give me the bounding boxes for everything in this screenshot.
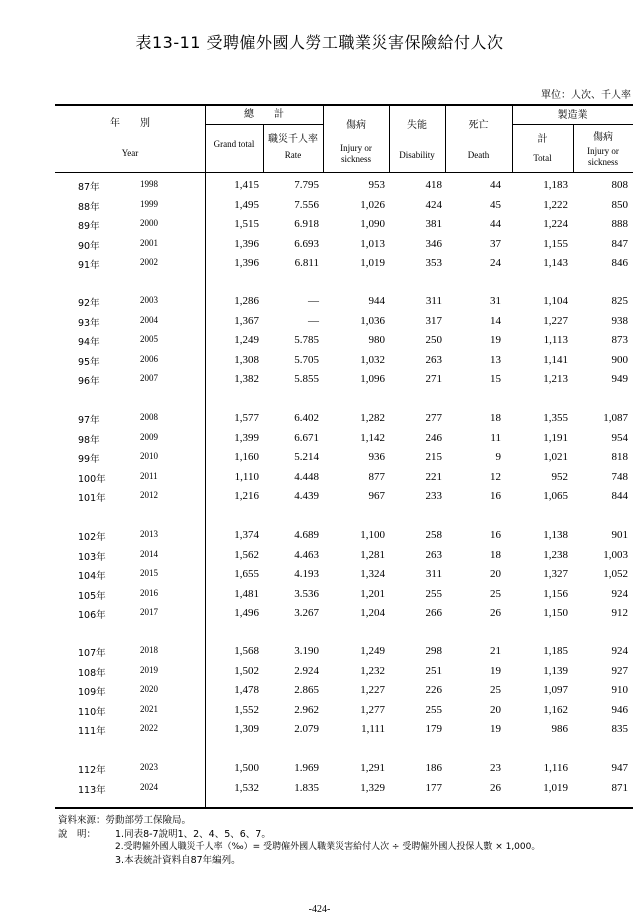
- cell-ad: 1999: [140, 198, 158, 209]
- cell-mfg-injury: 924: [611, 587, 628, 600]
- cell-ad: 2000: [140, 218, 158, 228]
- cell-disability: 266: [425, 607, 442, 619]
- cell-injury: 1,032: [360, 353, 385, 366]
- cell-roc: 98年: [78, 434, 100, 446]
- cell-disability: 179: [425, 723, 442, 735]
- cell-mfg-injury: 947: [611, 762, 628, 774]
- cell-total: 1,216: [234, 490, 259, 502]
- cell-roc: 88年: [78, 201, 100, 213]
- cell-injury: 1,232: [360, 664, 385, 677]
- header-death-zh: 死亡: [468, 120, 489, 131]
- header-mfg-injury-en: Injury or sickness: [587, 146, 619, 167]
- cell-mfg-injury: 924: [611, 645, 628, 657]
- col-divider: [323, 105, 324, 172]
- cell-rate: 6.811: [294, 257, 319, 269]
- table-bottom-rule: [55, 807, 633, 809]
- cell-mfg-total: 1,155: [543, 237, 568, 250]
- cell-rate: 5.785: [294, 334, 319, 346]
- cell-rate: —: [308, 314, 319, 327]
- cell-disability: 258: [425, 529, 442, 541]
- cell-disability: 298: [425, 645, 442, 657]
- cell-total: 1,655: [234, 568, 259, 580]
- cell-rate: 4.689: [294, 529, 319, 541]
- cell-disability: 250: [425, 334, 442, 346]
- cell-mfg-injury: 946: [611, 703, 628, 716]
- cell-mfg-injury: 846: [611, 257, 628, 269]
- cell-rate: 7.795: [294, 179, 319, 191]
- cell-roc: 94年: [78, 337, 100, 348]
- cell-mfg-injury: 818: [611, 451, 628, 463]
- cell-total: 1,478: [234, 684, 259, 696]
- cell-death: 12: [490, 470, 501, 483]
- cell-disability: 418: [425, 179, 442, 191]
- cell-mfg-injury: 900: [611, 353, 628, 366]
- cell-mfg-total: 1,065: [543, 490, 568, 502]
- cell-rate: 3.536: [294, 587, 319, 600]
- cell-mfg-total: 1,185: [543, 645, 568, 657]
- cell-injury: 1,019: [360, 257, 385, 269]
- cell-disability: 255: [425, 703, 442, 716]
- cell-death: 44: [490, 179, 501, 191]
- header-year-zh: 年 別: [110, 118, 150, 129]
- cell-rate: —: [308, 295, 319, 307]
- cell-mfg-injury: 938: [611, 314, 628, 327]
- header-injury-en: Injury or sickness: [340, 143, 372, 164]
- col-divider: [389, 105, 390, 172]
- cell-injury: 1,013: [360, 237, 385, 250]
- cell-injury: 1,111: [361, 723, 385, 735]
- cell-mfg-injury: 927: [611, 664, 628, 677]
- cell-death: 15: [490, 373, 501, 385]
- cell-mfg-injury: 1,052: [603, 568, 628, 580]
- cell-death: 37: [490, 237, 501, 250]
- cell-mfg-total: 1,139: [543, 664, 568, 677]
- header-disability-zh: 失能: [407, 120, 427, 131]
- cell-ad: 2019: [140, 664, 158, 675]
- cell-mfg-injury: 873: [611, 334, 628, 346]
- cell-mfg-injury: 949: [611, 373, 628, 385]
- cell-roc: 101年: [78, 493, 106, 504]
- cell-ad: 2010: [140, 451, 158, 461]
- cell-ad: 2016: [140, 587, 158, 598]
- cell-ad: 2023: [140, 762, 158, 772]
- cell-total: 1,309: [234, 723, 259, 735]
- cell-rate: 2.865: [294, 684, 319, 696]
- cell-death: 13: [490, 353, 501, 366]
- cell-injury: 1,291: [360, 762, 385, 774]
- cell-death: 25: [490, 684, 501, 696]
- cell-death: 18: [490, 412, 501, 424]
- header-year-en: Year: [121, 148, 139, 158]
- cell-injury: 1,227: [360, 684, 385, 696]
- cell-roc: 105年: [78, 590, 106, 602]
- cell-total: 1,249: [234, 334, 259, 346]
- note-3: 3.本表統計資料自87年編列。: [115, 855, 241, 866]
- cell-mfg-injury: 888: [611, 218, 628, 230]
- cell-rate: 5.855: [294, 373, 319, 385]
- header-grand-total-en: Grand total: [213, 139, 255, 149]
- page-number: -424-: [308, 904, 331, 915]
- cell-disability: 233: [425, 490, 442, 502]
- cell-total: 1,308: [234, 353, 259, 366]
- cell-mfg-injury: 835: [611, 723, 628, 735]
- cell-death: 11: [490, 431, 501, 444]
- cell-rate: 4.439: [294, 490, 319, 502]
- cell-mfg-total: 1,138: [543, 529, 568, 541]
- cell-death: 16: [490, 529, 501, 541]
- cell-ad: 2017: [140, 607, 158, 617]
- cell-total: 1,515: [234, 218, 259, 230]
- cell-disability: 226: [425, 684, 442, 696]
- cell-roc: 112年: [78, 765, 106, 776]
- cell-roc: 92年: [78, 298, 100, 309]
- cell-mfg-total: 1,113: [543, 334, 568, 346]
- note-1: 1.同表8-7說明1、2、4、5、6、7。: [115, 829, 271, 840]
- cell-death: 44: [490, 218, 501, 230]
- cell-total: 1,495: [234, 198, 259, 211]
- cell-roc: 99年: [78, 454, 100, 465]
- cell-mfg-injury: 808: [611, 179, 628, 191]
- cell-roc: 108年: [78, 667, 106, 679]
- cell-ad: 2006: [140, 353, 158, 364]
- cell-death: 31: [490, 295, 501, 307]
- cell-rate: 3.267: [294, 607, 319, 619]
- cell-mfg-total: 1,150: [543, 607, 568, 619]
- cell-disability: 263: [425, 353, 442, 366]
- cell-death: 9: [495, 451, 501, 463]
- cell-ad: 2015: [140, 568, 158, 578]
- cell-disability: 317: [425, 314, 442, 327]
- cell-mfg-total: 1,162: [543, 703, 568, 716]
- cell-death: 19: [490, 664, 501, 677]
- cell-roc: 102年: [78, 532, 106, 543]
- unit-label: 單位：人次、千人率: [541, 90, 631, 101]
- cell-death: 26: [490, 607, 501, 619]
- cell-rate: 4.463: [294, 548, 319, 561]
- cell-mfg-total: 1,327: [543, 568, 568, 580]
- cell-injury: 1,142: [360, 431, 385, 444]
- cell-rate: 2.962: [294, 703, 319, 716]
- cell-roc: 93年: [78, 317, 100, 329]
- cell-disability: 246: [425, 431, 442, 444]
- cell-ad: 2001: [140, 237, 158, 248]
- cell-rate: 2.079: [294, 723, 319, 735]
- cell-total: 1,286: [234, 295, 259, 307]
- cell-total: 1,110: [234, 470, 259, 483]
- cell-mfg-total: 1,104: [543, 295, 568, 307]
- header-injury-zh: 傷病: [346, 120, 366, 131]
- cell-rate: 1.835: [294, 781, 319, 794]
- cell-rate: 6.402: [294, 412, 319, 424]
- cell-mfg-total: 1,222: [543, 198, 568, 211]
- header-total-zh: 總 計: [244, 109, 284, 120]
- cell-roc: 107年: [78, 648, 106, 659]
- table-top-rule: [55, 104, 633, 106]
- cell-roc: 106年: [78, 610, 106, 621]
- cell-total: 1,500: [234, 762, 259, 774]
- col-divider: [445, 105, 446, 172]
- cell-roc: 89年: [78, 221, 100, 232]
- cell-total: 1,415: [234, 179, 259, 191]
- cell-mfg-injury: 1,087: [603, 412, 628, 424]
- cell-roc: 110年: [78, 706, 106, 718]
- cell-ad: 2011: [140, 470, 158, 481]
- cell-injury: 936: [368, 451, 385, 463]
- cell-ad: 2021: [140, 703, 158, 714]
- cell-mfg-injury: 954: [611, 431, 628, 444]
- cell-total: 1,577: [234, 412, 259, 424]
- cell-mfg-total: 1,183: [543, 179, 568, 191]
- cell-mfg-injury: 844: [611, 490, 628, 502]
- header-mfg-zh: 製造業: [557, 110, 588, 121]
- cell-disability: 381: [425, 218, 442, 230]
- cell-mfg-total: 1,097: [543, 684, 568, 696]
- cell-ad: 2003: [140, 295, 158, 305]
- cell-injury: 944: [368, 295, 385, 307]
- cell-ad: 2014: [140, 548, 158, 559]
- cell-roc: 95年: [78, 356, 100, 368]
- cell-disability: 271: [425, 373, 442, 385]
- source-note: 資料來源：勞動部勞工保險局。: [58, 815, 192, 826]
- cell-ad: 2005: [140, 334, 158, 344]
- cell-total: 1,532: [234, 781, 259, 794]
- note-2: 2.受聘僱外國人職災千人率（‰）= 受聘僱外國人職業災害給付人次 ÷ 受聘僱外國人投保人數 × 1,000。: [115, 842, 541, 852]
- cell-roc: 91年: [78, 260, 100, 271]
- cell-ad: 1998: [140, 179, 158, 189]
- cell-disability: 277: [425, 412, 442, 424]
- cell-injury: 1,090: [360, 218, 385, 230]
- cell-mfg-total: 1,116: [543, 762, 568, 774]
- cell-mfg-total: 1,143: [543, 257, 568, 269]
- cell-roc: 97年: [78, 415, 100, 426]
- cell-disability: 353: [425, 257, 442, 269]
- cell-total: 1,568: [234, 645, 259, 657]
- cell-injury: 1,096: [360, 373, 385, 385]
- cell-mfg-total: 1,156: [543, 587, 568, 600]
- note-label: 說 明：: [58, 829, 97, 840]
- cell-injury: 1,277: [360, 703, 385, 716]
- cell-roc: 103年: [78, 551, 106, 563]
- cell-ad: 2022: [140, 723, 158, 733]
- cell-death: 16: [490, 490, 501, 502]
- cell-total: 1,552: [234, 703, 259, 716]
- cell-injury: 1,324: [360, 568, 385, 580]
- cell-mfg-injury: 910: [611, 684, 628, 696]
- cell-mfg-injury: 871: [611, 781, 628, 794]
- cell-rate: 4.193: [294, 568, 319, 580]
- cell-total: 1,396: [234, 257, 259, 269]
- cell-disability: 177: [425, 781, 442, 794]
- cell-roc: 104年: [78, 571, 106, 582]
- header-mfg-injury-zh: 傷病: [593, 132, 613, 143]
- cell-total: 1,496: [234, 607, 259, 619]
- cell-ad: 2004: [140, 314, 158, 325]
- cell-mfg-total: 1,213: [543, 373, 568, 385]
- cell-rate: 5.705: [294, 353, 319, 366]
- cell-rate: 7.556: [294, 198, 319, 211]
- cell-roc: 100年: [78, 473, 106, 485]
- cell-death: 19: [490, 334, 501, 346]
- cell-injury: 1,100: [360, 529, 385, 541]
- cell-mfg-total: 1,141: [543, 353, 568, 366]
- cell-rate: 6.918: [294, 218, 319, 230]
- cell-ad: 2008: [140, 412, 158, 422]
- cell-injury: 967: [368, 490, 385, 502]
- page-title: 表13-11 受聘僱外國人勞工職業災害保險給付人次: [135, 33, 504, 52]
- cell-injury: 1,026: [360, 198, 385, 211]
- cell-rate: 5.214: [294, 451, 319, 463]
- cell-total: 1,399: [234, 431, 259, 444]
- cell-injury: 1,201: [360, 587, 385, 600]
- cell-injury: 1,249: [360, 645, 385, 657]
- cell-death: 26: [490, 781, 501, 794]
- cell-ad: 2020: [140, 684, 158, 694]
- cell-total: 1,160: [234, 451, 259, 463]
- cell-rate: 3.190: [294, 645, 319, 657]
- header-disability-en: Disability: [399, 150, 435, 160]
- cell-roc: 96年: [78, 376, 100, 387]
- header-bottom-rule: [55, 172, 633, 173]
- cell-ad: 2009: [140, 431, 158, 442]
- cell-disability: 311: [425, 568, 442, 580]
- cell-injury: 1,329: [360, 781, 385, 794]
- cell-mfg-injury: 850: [611, 198, 628, 211]
- header-mfg-total-zh: 計: [537, 134, 548, 145]
- cell-mfg-injury: 912: [611, 607, 628, 619]
- cell-mfg-total: 1,191: [543, 431, 568, 444]
- cell-injury: 877: [368, 470, 385, 483]
- cell-injury: 1,282: [360, 412, 385, 424]
- cell-death: 19: [490, 723, 501, 735]
- cell-ad: 2012: [140, 490, 158, 500]
- cell-ad: 2024: [140, 781, 158, 792]
- cell-mfg-total: 986: [551, 723, 568, 735]
- cell-total: 1,481: [234, 587, 259, 600]
- cell-death: 14: [490, 314, 501, 327]
- cell-injury: 980: [368, 334, 385, 346]
- cell-death: 24: [490, 257, 501, 269]
- cell-ad: 2018: [140, 645, 158, 655]
- cell-ad: 2007: [140, 373, 158, 383]
- cell-disability: 255: [425, 587, 442, 600]
- cell-mfg-total: 952: [551, 470, 568, 483]
- cell-disability: 251: [425, 664, 442, 677]
- cell-disability: 186: [425, 762, 442, 774]
- cell-mfg-total: 1,224: [543, 218, 568, 230]
- cell-injury: 1,036: [360, 314, 385, 327]
- cell-mfg-injury: 825: [611, 295, 628, 307]
- cell-mfg-total: 1,238: [543, 548, 568, 561]
- cell-ad: 2002: [140, 257, 158, 267]
- cell-death: 25: [490, 587, 501, 600]
- cell-total: 1,374: [234, 529, 259, 541]
- cell-disability: 215: [425, 451, 442, 463]
- total-group-rule: [205, 124, 323, 125]
- cell-total: 1,382: [234, 373, 259, 385]
- cell-total: 1,502: [234, 664, 259, 677]
- cell-mfg-total: 1,019: [543, 781, 568, 794]
- col-divider: [263, 125, 264, 172]
- cell-rate: 6.671: [294, 431, 319, 444]
- cell-mfg-total: 1,021: [543, 451, 568, 463]
- cell-rate: 1.969: [294, 762, 319, 774]
- cell-mfg-total: 1,355: [543, 412, 568, 424]
- cell-total: 1,367: [234, 314, 259, 327]
- cell-mfg-injury: 748: [611, 470, 628, 483]
- cell-death: 21: [490, 645, 501, 657]
- cell-roc: 111年: [78, 726, 106, 737]
- cell-roc: 90年: [78, 240, 100, 252]
- header-mfg-total-en: Total: [533, 153, 552, 163]
- cell-disability: 263: [425, 548, 442, 561]
- cell-ad: 2013: [140, 529, 158, 539]
- header-rate-en: Rate: [284, 150, 302, 160]
- cell-disability: 221: [425, 470, 442, 483]
- header-death-en: Death: [467, 150, 490, 160]
- cell-roc: 87年: [78, 182, 100, 193]
- cell-rate: 6.693: [294, 237, 319, 250]
- cell-rate: 2.924: [294, 664, 319, 677]
- cell-death: 18: [490, 548, 501, 561]
- cell-injury: 1,204: [360, 607, 385, 619]
- cell-death: 20: [490, 568, 501, 580]
- cell-total: 1,396: [234, 237, 259, 250]
- cell-injury: 953: [368, 179, 385, 191]
- cell-total: 1,562: [234, 548, 259, 561]
- cell-disability: 424: [425, 198, 442, 211]
- cell-mfg-injury: 847: [611, 237, 628, 250]
- cell-death: 45: [490, 198, 501, 211]
- cell-rate: 4.448: [294, 470, 319, 483]
- cell-disability: 311: [425, 295, 442, 307]
- cell-death: 23: [490, 762, 501, 774]
- cell-mfg-injury: 901: [611, 529, 628, 541]
- cell-roc: 109年: [78, 687, 106, 698]
- cell-mfg-injury: 1,003: [603, 548, 628, 561]
- cell-disability: 346: [425, 237, 442, 250]
- cell-roc: 113年: [78, 784, 106, 796]
- cell-mfg-total: 1,227: [543, 314, 568, 327]
- header-rate-zh: 職災千人率: [268, 134, 318, 145]
- cell-injury: 1,281: [360, 548, 385, 561]
- cell-death: 20: [490, 703, 501, 716]
